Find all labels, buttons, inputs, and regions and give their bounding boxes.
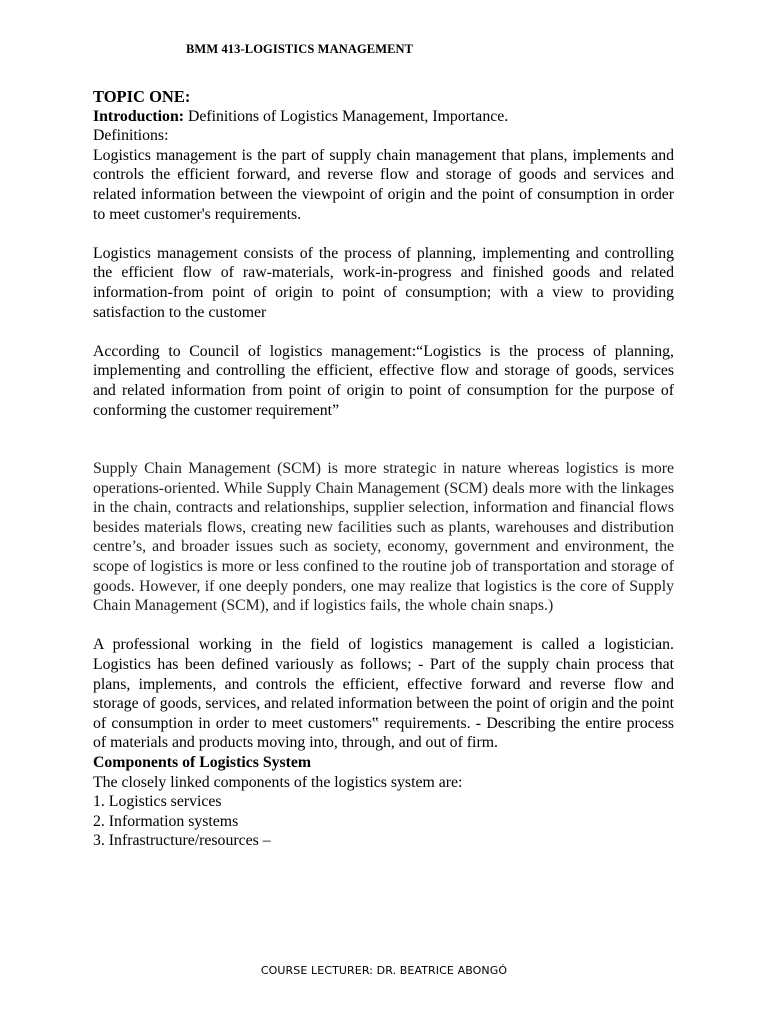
paragraph-logistician: A professional working in the field of logistics management is called a logistician. Logistics has been defined variously as follows; - Part of the supply chain process that plans, implements, and controls the efficient, effective forward and reverse flow and storage of goods, services, and related information between the point of origin and the point of consumption in order to meet customers‟ requirements. - Describing the entire process of materials and products moving into, through, and out of firm. xyxy=(93,636,674,752)
paragraph-definition-2: Logistics management consists of the process of planning, implementing and controlling the efficient flow of raw-materials, work-in-progress and finished goods and related information-from point of origin to point of consumption; with a view to providing satisfaction to the customer xyxy=(93,244,674,321)
definitions-label: Definitions: xyxy=(93,127,169,145)
topic-heading: TOPIC ONE: xyxy=(93,87,191,106)
components-heading: Components of Logistics System xyxy=(93,754,312,771)
introduction-line xyxy=(93,107,674,127)
component-item: 2. Information systems xyxy=(93,812,239,830)
page-header-title: BMM 413-LOGISTICS MANAGEMENT xyxy=(186,42,414,56)
paragraph-council-definition: According to Council of logistics management:“Logistics is the process of planning, implementing and controlling the efficient, effective flow and storage of goods, services and related information from point of origin to point of consumption for the purpose of conforming the customer requirement” xyxy=(93,342,674,419)
introduction-label: Introduction: xyxy=(93,107,184,125)
introduction-text: Definitions of Logistics Management, Importance. xyxy=(184,107,509,125)
component-item: 3. Infrastructure/resources – xyxy=(93,832,271,850)
component-item: 1. Logistics services xyxy=(93,793,222,811)
document-body xyxy=(93,87,674,851)
page-footer: COURSE LECTURER: DR. BEATRICE ABONGÓ xyxy=(260,964,508,977)
paragraph-definition-1: Logistics management is the part of supply chain management that plans, implements and controls the efficient forward, and reverse flow and storage of goods and services and related information between the viewpoint of origin and the point of consumption in order to meet customer's requirements. xyxy=(93,146,674,223)
paragraph-scm-vs-logistics: Supply Chain Management (SCM) is more strategic in nature whereas logistics is more operations-oriented. While Supply Chain Management (SCM) deals more with the linkages in the chain, contracts and relationships, supplier selection, information and financial flows besides materials flows, creating new facilities such as plants, warehouses and distribution centre’s, and broader issues such as society, economy, government and environment, the scope of logistics is more or less confined to the routine job of transportation and storage of goods. However, if one deeply ponders, one may realize that logistics is the core of Supply Chain Management (SCM), and if logistics fails, the whole chain snaps.) xyxy=(93,460,674,615)
components-intro: The closely linked components of the logistics system are: xyxy=(93,773,463,791)
